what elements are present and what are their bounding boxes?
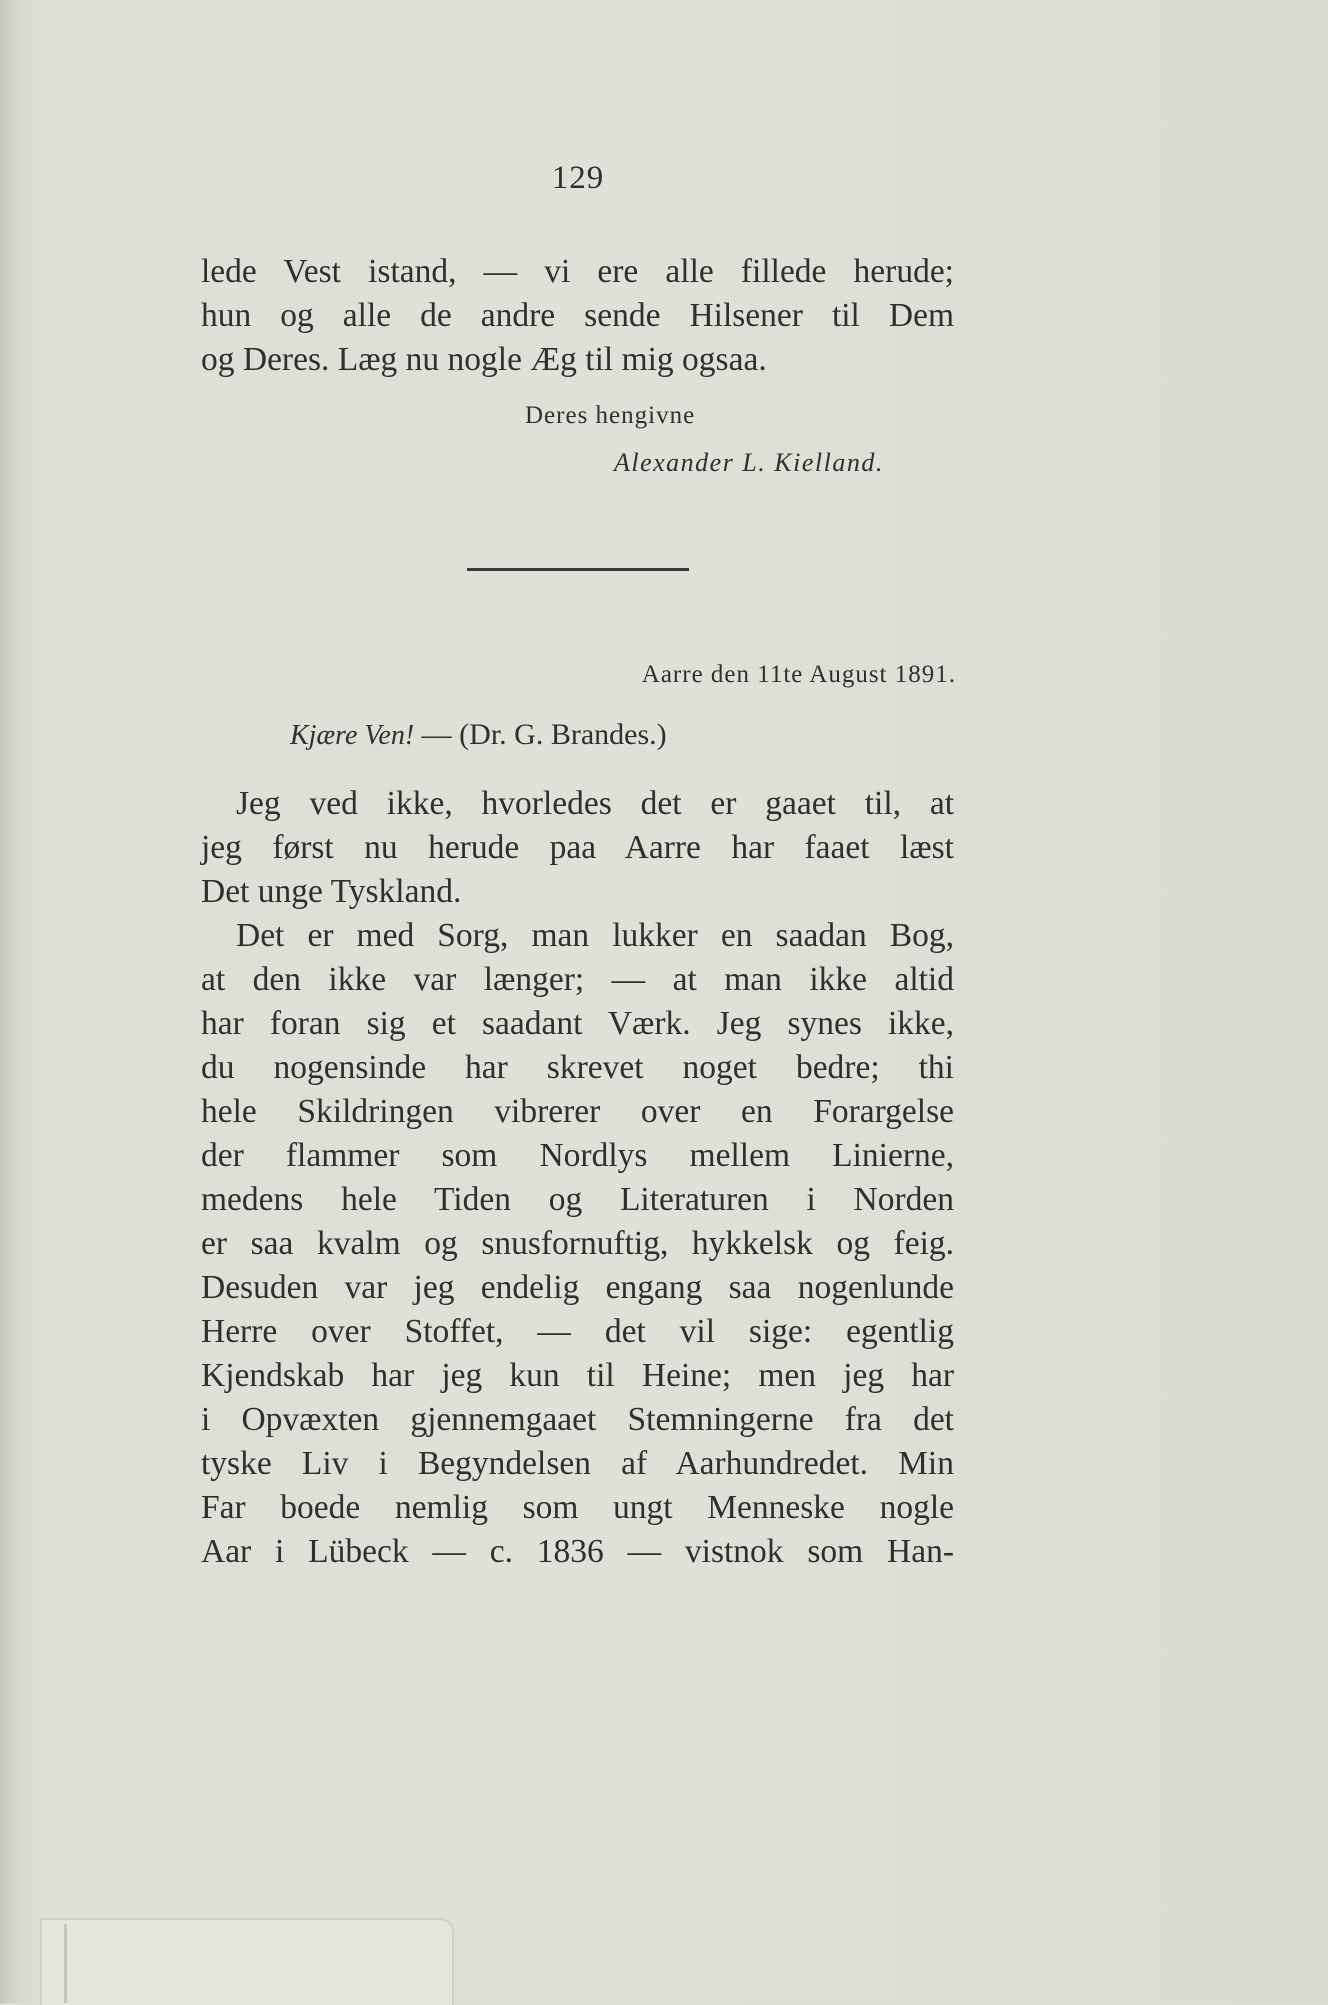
text-line: Aar i Lübeck — c. 1836 — vistnok som Han- xyxy=(201,1533,954,1570)
text-line: Jeg ved ikke, hvorledes det er gaaet til, at xyxy=(236,785,954,822)
text-line: Kjendskab har jeg kun til Heine; men jeg har xyxy=(201,1357,954,1394)
text-line: Desuden var jeg endelig engang saa nogenlunde xyxy=(201,1269,954,1306)
text-line: der flammer som Nordlys mellem Linierne, xyxy=(201,1137,954,1174)
library-label-tab xyxy=(40,1918,454,2005)
text-line: du nogensinde har skrevet noget bedre; thi xyxy=(201,1049,954,1086)
text-line: hele Skildringen vibrerer over en Forargelse xyxy=(201,1093,954,1130)
letter2-paragraph-1 xyxy=(201,782,954,914)
page-number: 129 xyxy=(551,160,605,196)
letter1-signoff: Deres hengivne xyxy=(525,402,696,429)
section-divider xyxy=(467,568,689,571)
letter1-text xyxy=(201,250,954,382)
text-line: at den ikke var længer; — at man ikke altid xyxy=(201,961,954,998)
salutation-greeting: Kjære Ven! xyxy=(290,720,415,751)
letter2-salutation xyxy=(290,718,667,752)
letter2-dateline: Aarre den 11te August 1891. xyxy=(641,661,956,688)
text-line: i Opvæxten gjennemgaaet Stemningerne fra det xyxy=(201,1401,954,1438)
text-line: Far boede nemlig som ungt Menneske nogle xyxy=(201,1489,954,1526)
text-line: og Deres. Læg nu nogle Æg til mig ogsaa. xyxy=(201,341,767,378)
text-line: hun og alle de andre sende Hilsener til Dem xyxy=(201,297,954,334)
text-line: tyske Liv i Begyndelsen af Aarhundredet. Min xyxy=(201,1445,954,1482)
text-line: lede Vest istand, — vi ere alle fillede herude; xyxy=(201,253,954,290)
page-spine-shadow xyxy=(0,0,22,2003)
text-line: Det er med Sorg, man lukker en saadan Bog, xyxy=(236,917,954,954)
label-edge-line xyxy=(64,1924,67,2003)
text-line: er saa kvalm og snusfornuftig, hykkelsk og feig. xyxy=(201,1225,954,1262)
text-line: medens hele Tiden og Literaturen i Norden xyxy=(201,1181,954,1218)
letter1-signature: Alexander L. Kielland. xyxy=(614,448,884,477)
salutation-recipient: — (Dr. G. Brandes.) xyxy=(414,718,667,751)
text-line: har foran sig et saadant Værk. Jeg synes ikke, xyxy=(201,1005,954,1042)
text-line: Herre over Stoffet, — det vil sige: egentlig xyxy=(201,1313,954,1350)
letter2-paragraph-2 xyxy=(201,914,954,1574)
text-line: Det unge Tyskland. xyxy=(201,873,462,910)
text-line: jeg først nu herude paa Aarre har faaet læst xyxy=(201,829,954,866)
